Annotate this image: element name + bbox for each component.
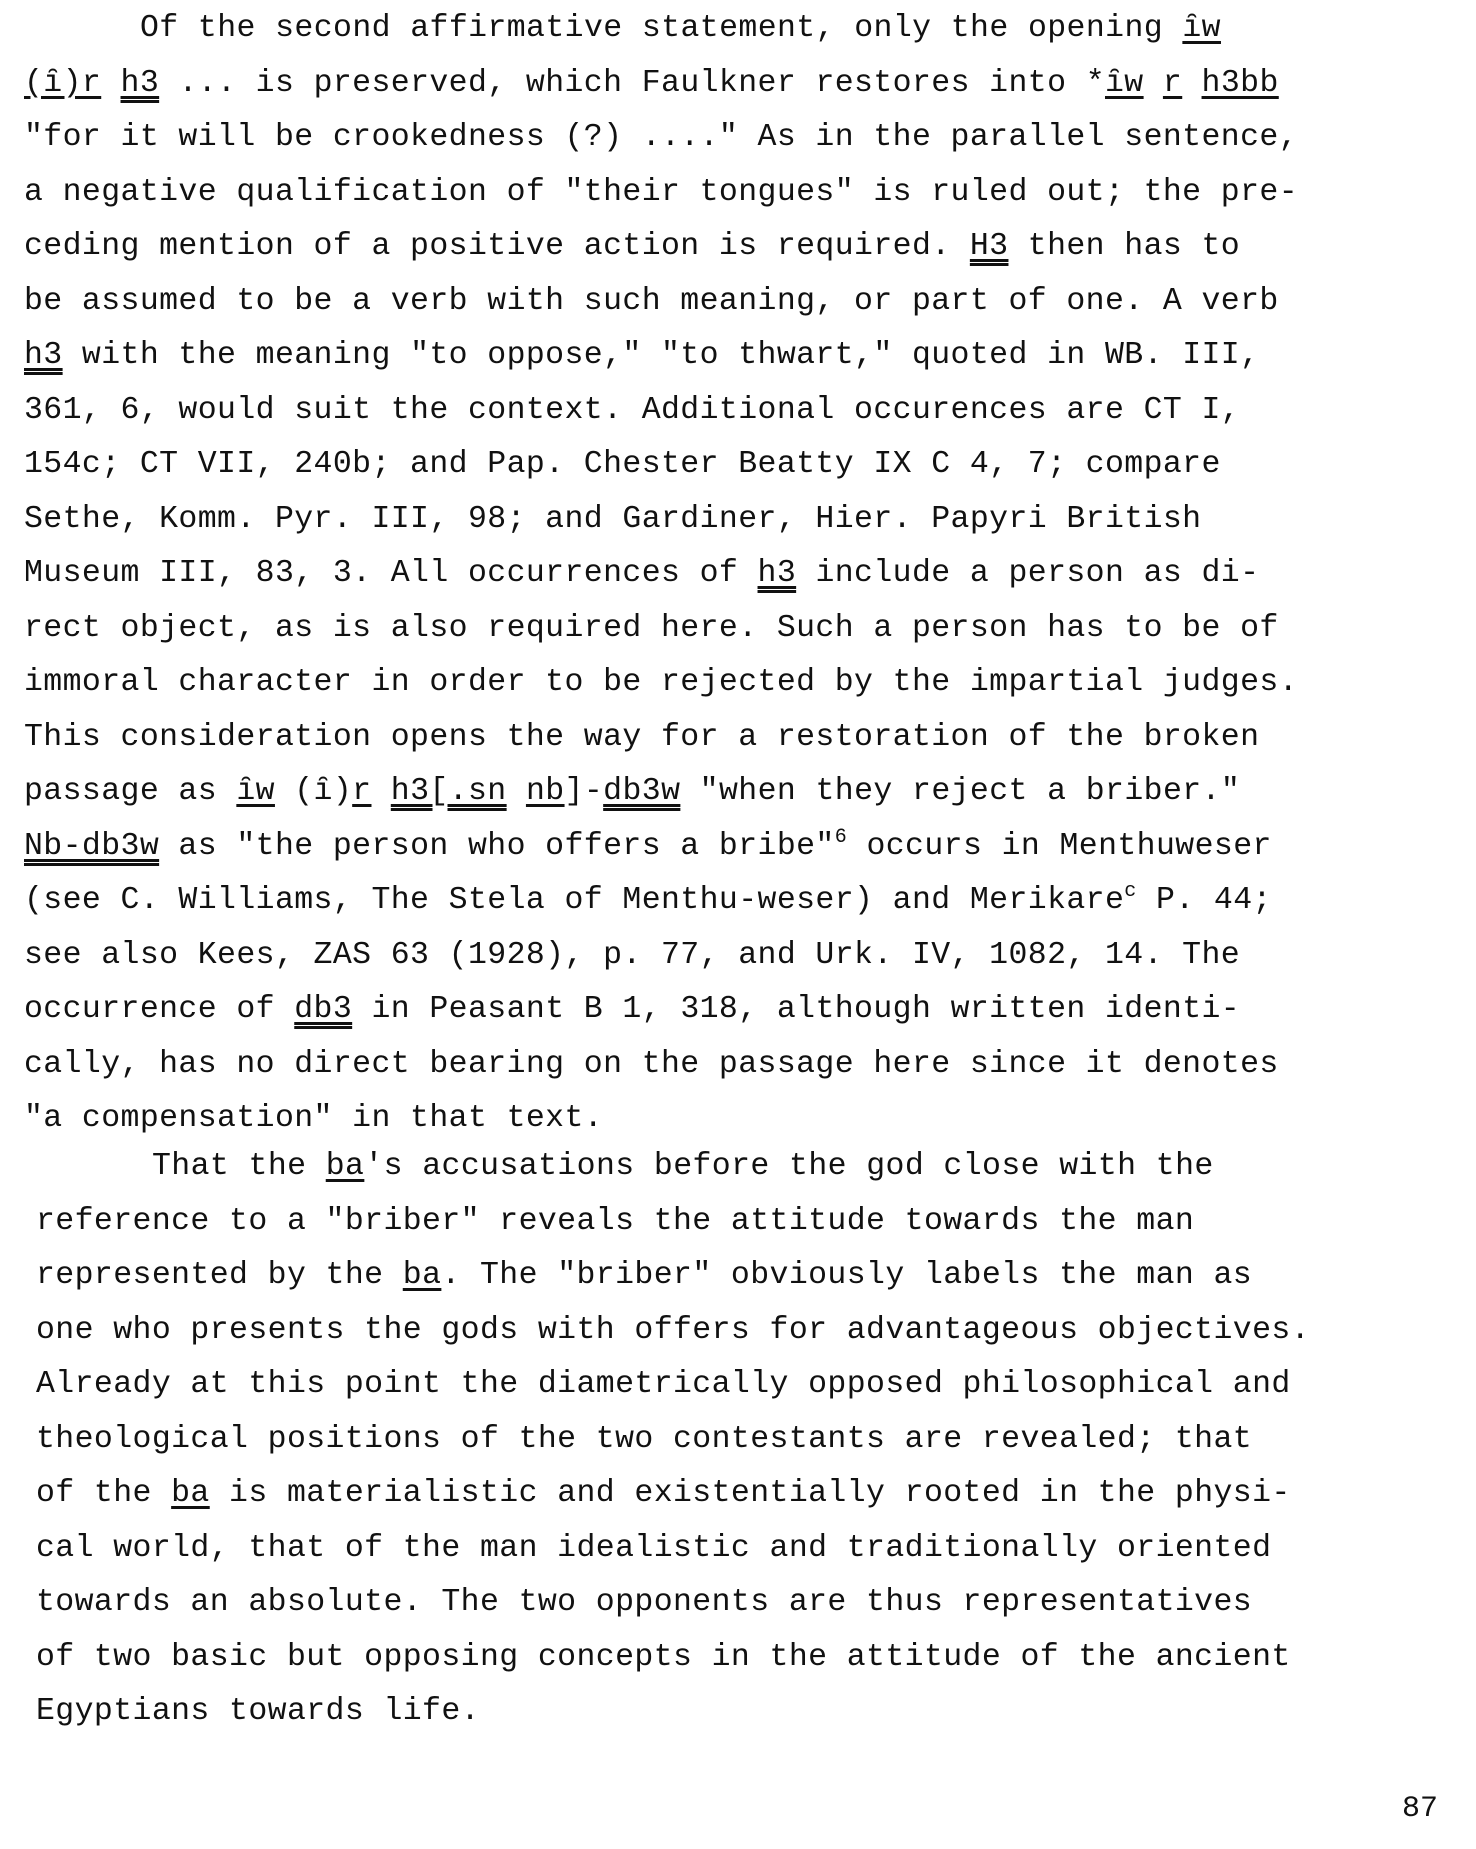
- text-line: [36, 1467, 1446, 1522]
- text-segment: rect object, as is also required here. Such a person has to be of: [24, 610, 1279, 646]
- text-line: [24, 1038, 1464, 1093]
- text-segment: then has to: [1008, 229, 1241, 264]
- text-line: [36, 1685, 1446, 1740]
- text-line: [24, 547, 1464, 602]
- text-segment: is materialistic and existentially rooted in the physi-: [209, 1476, 1291, 1511]
- text-segment: towards an absolute. The two opponents are thus representatives: [36, 1585, 1253, 1620]
- text-segment: include a person as di-: [796, 556, 1260, 591]
- text-segment: a negative qualification of "their tongues" is ruled out; the pre-: [24, 174, 1299, 210]
- text-segment: see also Kees, ZAS 63 (1928), p. 77, and Urk. IV, 1082, 14. The: [24, 937, 1241, 973]
- text-segment: as "the person who offers a bribe": [159, 828, 835, 864]
- text-line: [36, 1522, 1446, 1577]
- text-segment: Of the second affirmative statement, only the opening: [140, 11, 1183, 46]
- text-segment: h3bb: [1201, 65, 1279, 101]
- text-segment: represented by the: [36, 1258, 403, 1293]
- text-line: [36, 1576, 1446, 1631]
- text-segment: "a compensation" in that text.: [24, 1101, 604, 1136]
- text-segment: (ȋ)r: [24, 65, 102, 101]
- text-segment: h3: [120, 65, 160, 101]
- text-segment: 361, 6, would suit the context. Additional occurences are CT I,: [24, 392, 1241, 428]
- text-line: [24, 329, 1464, 384]
- text-segment: This consideration opens the way for a restoration of the broken: [24, 719, 1260, 755]
- text-segment: ba: [171, 1476, 210, 1511]
- text-segment: theological positions of the two contestants are revealed; that: [36, 1421, 1253, 1457]
- text-segment: one who presents the gods with offers for advantageous objectives.: [36, 1312, 1311, 1348]
- text-segment: . The "briber" obviously labels the man as: [441, 1258, 1253, 1293]
- text-segment: Nb-db3w: [24, 828, 160, 864]
- text-segment: [371, 774, 390, 809]
- text-line: [36, 1358, 1446, 1413]
- text-line: [24, 57, 1464, 112]
- text-line: [24, 166, 1464, 221]
- text-line: [24, 438, 1464, 493]
- text-line: [24, 384, 1464, 439]
- text-segment: cally, has no direct bearing on the passage here since it denotes: [24, 1046, 1279, 1082]
- text-segment: [101, 66, 120, 101]
- text-line: [36, 1304, 1446, 1359]
- text-line: [24, 656, 1464, 711]
- paragraph-1: [24, 2, 1464, 1147]
- text-line: [24, 874, 1464, 929]
- text-segment: of two basic but opposing concepts in the attitude of the ancient: [36, 1639, 1291, 1675]
- text-line: [36, 1631, 1446, 1686]
- text-line: [36, 1413, 1446, 1468]
- text-line: [36, 1140, 1446, 1195]
- text-segment: db3: [294, 992, 353, 1027]
- text-line: [24, 111, 1464, 166]
- text-segment: [1144, 66, 1163, 101]
- text-segment: (ȋ): [274, 774, 353, 809]
- text-segment: cal world, that of the man idealistic and traditionally oriented: [36, 1530, 1272, 1566]
- text-segment: H3: [969, 229, 1009, 264]
- text-segment: ceding mention of a positive action is required.: [24, 229, 970, 264]
- text-segment: r: [352, 774, 372, 809]
- text-line: [24, 602, 1464, 657]
- text-segment: with the meaning "to oppose," "to thwart," quoted in WB. III,: [62, 338, 1260, 373]
- footnote-mark: 6: [834, 825, 848, 849]
- text-segment: be assumed to be a verb with such meaning, or part of one. A verb: [24, 283, 1279, 319]
- text-segment: "for it will be crookedness (?) ...." As in the parallel sentence,: [24, 120, 1299, 155]
- text-segment: ȋw: [1105, 65, 1144, 101]
- text-segment: "when they reject a briber.": [680, 774, 1241, 809]
- text-line: [36, 1195, 1446, 1250]
- text-segment: db3w: [603, 774, 681, 809]
- text-line: [24, 929, 1464, 984]
- text-line: [24, 220, 1464, 275]
- text-segment: P. 44;: [1136, 883, 1272, 918]
- text-segment: Museum III, 83, 3. All occurrences of: [24, 556, 758, 591]
- text-segment: h3[.sn: [390, 774, 507, 809]
- text-segment: 's accusations before the god close with the: [364, 1149, 1214, 1184]
- text-segment: immoral character in order to be rejected by the impartial judges.: [24, 665, 1299, 700]
- page-number: 87: [1401, 1792, 1438, 1826]
- text-segment: of the: [36, 1476, 172, 1511]
- text-segment: passage as: [24, 774, 237, 809]
- text-segment: r: [1162, 65, 1183, 101]
- text-segment: h3: [757, 556, 797, 591]
- text-line: [36, 1249, 1446, 1304]
- footnote-mark: c: [1124, 880, 1137, 903]
- text-segment: ȋw: [236, 774, 275, 809]
- text-segment: ba: [325, 1149, 365, 1184]
- text-segment: nb: [525, 774, 565, 809]
- text-segment: [1182, 66, 1201, 101]
- text-line: [24, 1092, 1464, 1147]
- text-segment: That the: [152, 1149, 326, 1184]
- text-segment: occurrence of: [24, 992, 295, 1027]
- text-segment: Egyptians towards life.: [36, 1694, 480, 1729]
- text-segment: Sethe, Komm. Pyr. III, 98; and Gardiner, Hier. Papyri British: [24, 501, 1202, 537]
- text-segment: ]-: [564, 774, 604, 809]
- text-segment: (see C. Williams, The Stela of Menthu-weser) and Merikare: [24, 883, 1125, 918]
- paragraph-2: [36, 1140, 1446, 1740]
- text-segment: [507, 774, 526, 809]
- text-segment: h3: [24, 338, 63, 373]
- text-line: [24, 2, 1464, 57]
- text-line: [24, 711, 1464, 766]
- text-line: [24, 765, 1464, 820]
- text-segment: ba: [402, 1258, 442, 1293]
- text-segment: in Peasant B 1, 318, although written identi-: [352, 992, 1241, 1027]
- text-line: [24, 275, 1464, 330]
- text-line: [24, 820, 1464, 875]
- text-line: [24, 493, 1464, 548]
- text-segment: reference to a "briber" reveals the attitude towards the man: [36, 1203, 1195, 1239]
- text-segment: 154c; CT VII, 240b; and Pap. Chester Beatty IX C 4, 7; compare: [24, 447, 1221, 482]
- text-segment: ȋw: [1182, 11, 1221, 46]
- text-segment: ... is preserved, which Faulkner restores into *: [159, 65, 1105, 101]
- text-segment: Already at this point the diametrically opposed philosophical and: [36, 1367, 1291, 1402]
- text-line: [24, 983, 1464, 1038]
- text-segment: occurs in Menthuweser: [847, 828, 1272, 864]
